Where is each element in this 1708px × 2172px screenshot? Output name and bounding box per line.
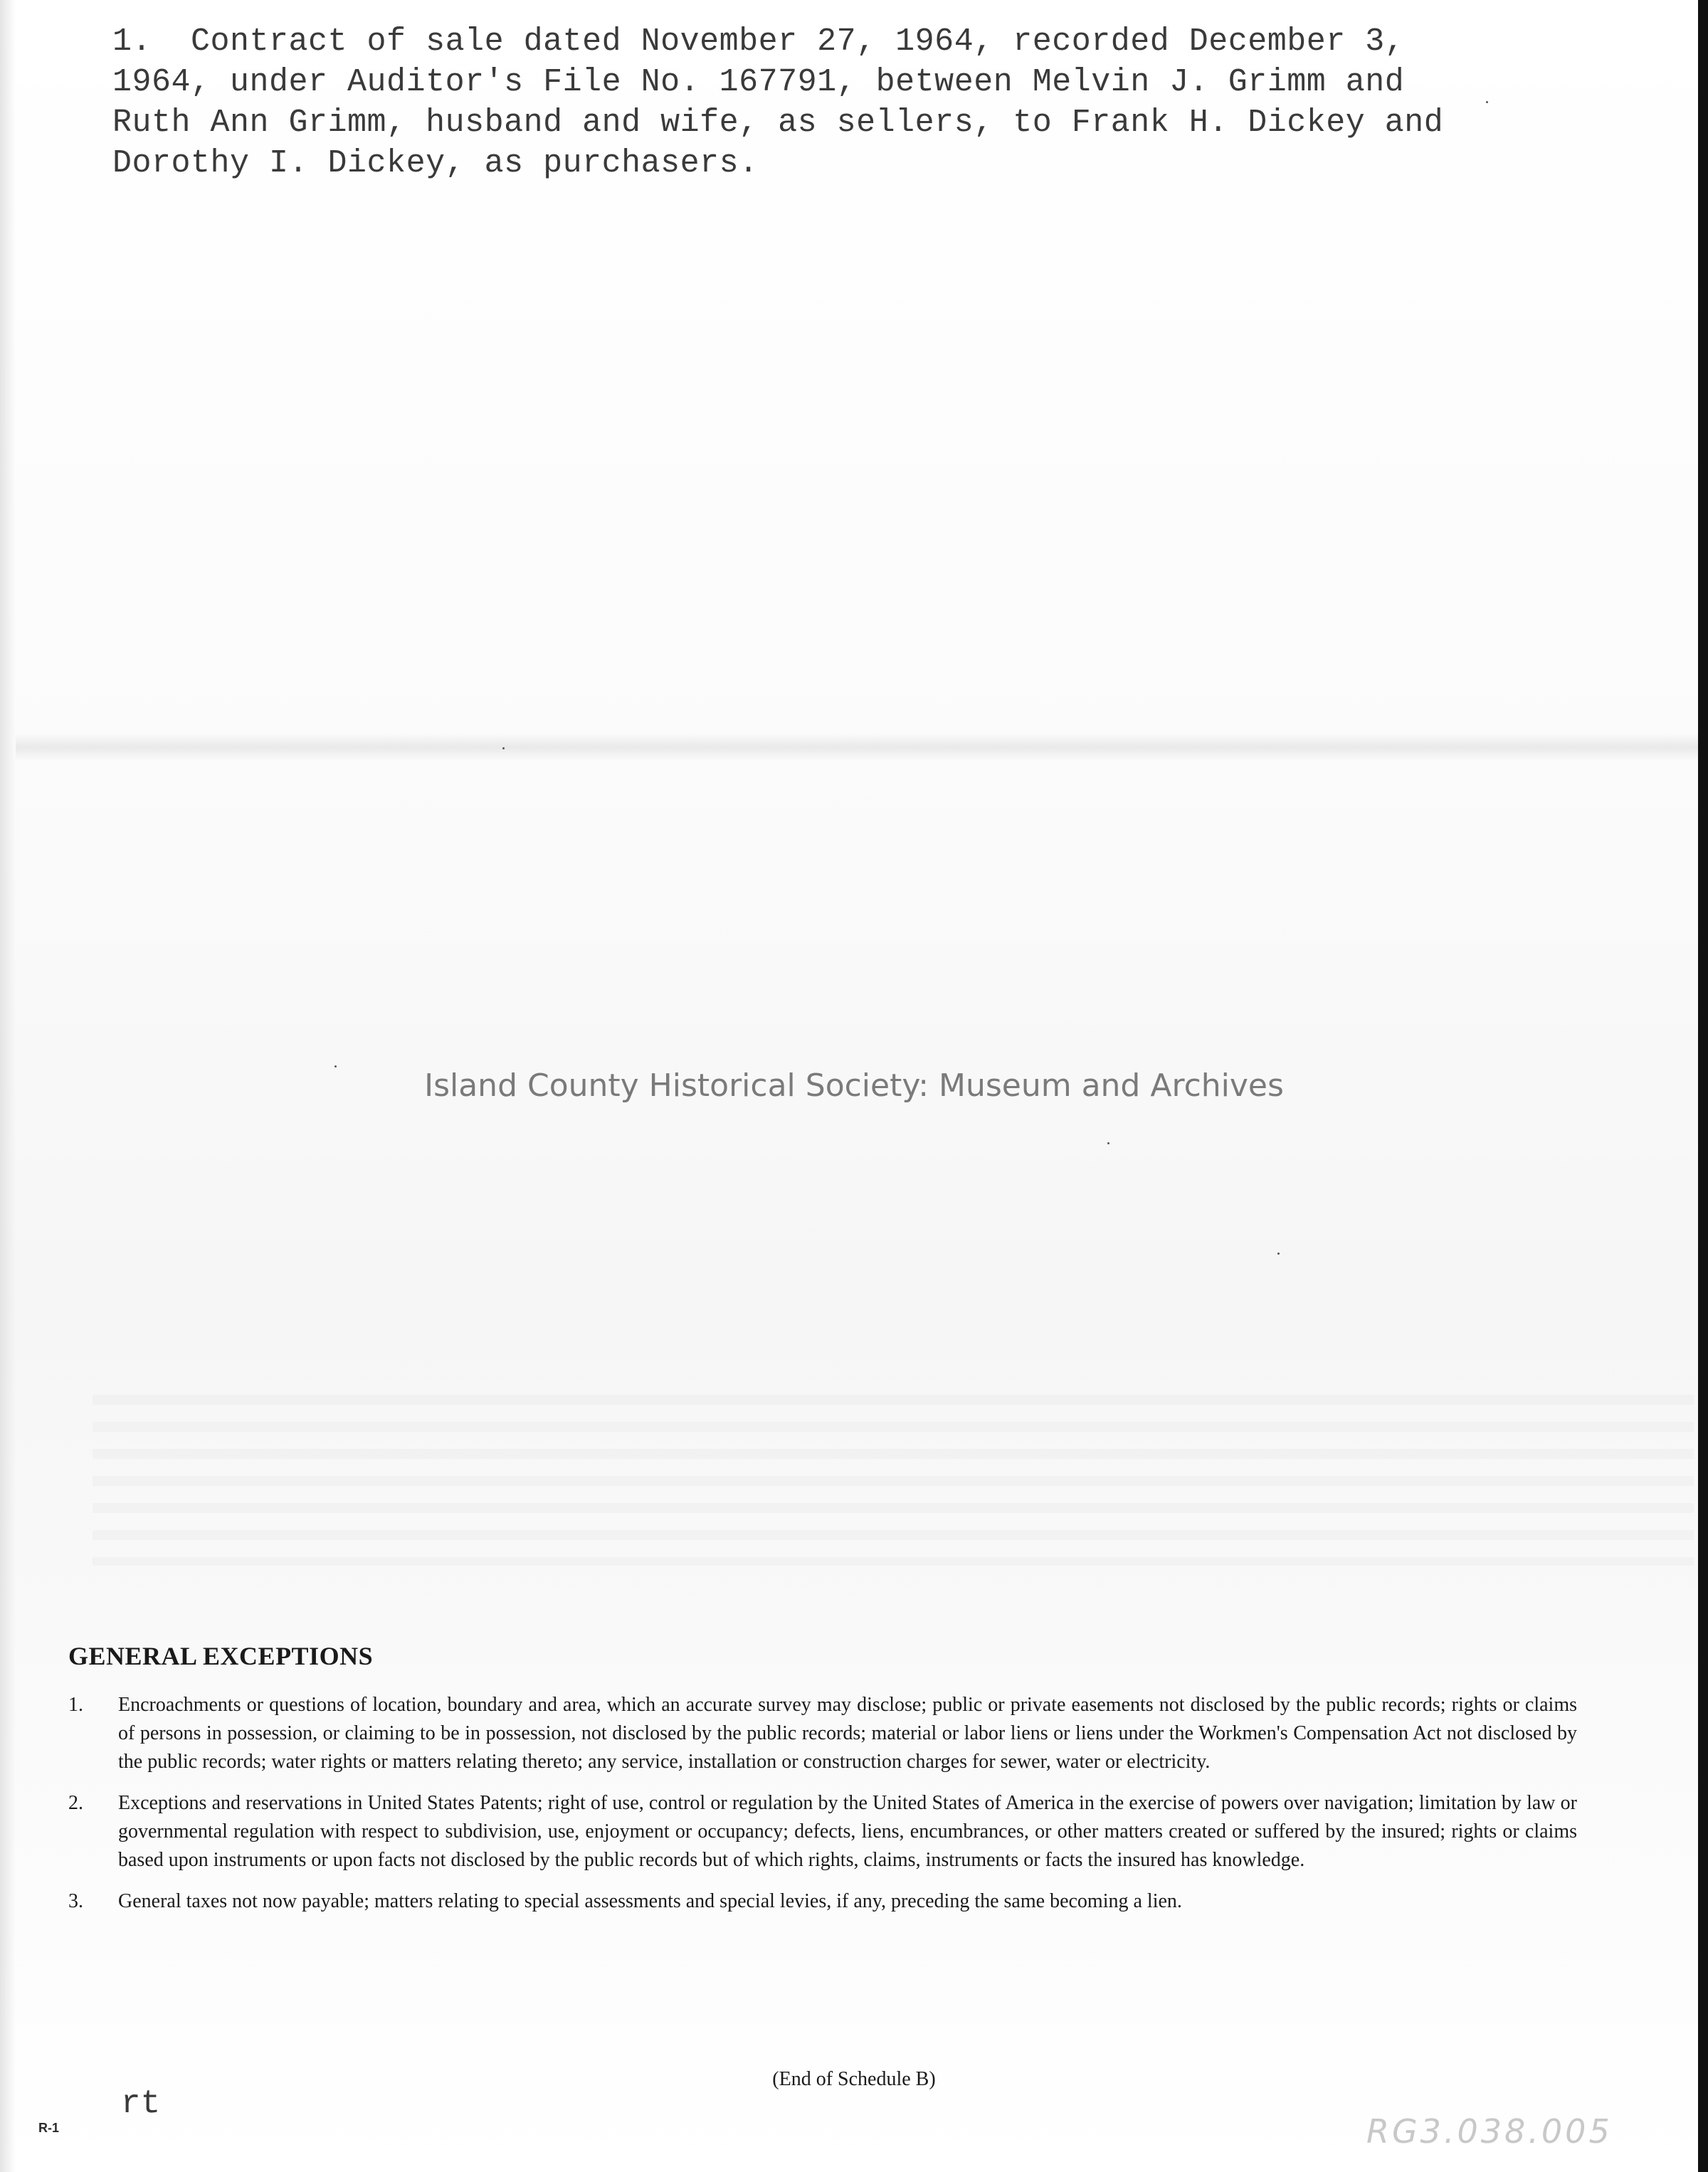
page-fold-line — [16, 733, 1698, 761]
scan-speck — [334, 1065, 337, 1067]
exception-item — [68, 1691, 1577, 1776]
exception-item — [68, 1789, 1577, 1875]
exception-number: 1. — [68, 1694, 83, 1716]
exception-number: 3. — [68, 1890, 83, 1912]
typed-line: 1964, under Auditor's File No. 167791, between Melvin J. Grimm and — [112, 64, 1405, 100]
scan-speck — [1486, 101, 1488, 103]
archive-watermark: Island County Historical Society: Museum and Archives — [424, 1067, 1284, 1104]
reverse-side-bleed-through — [93, 1395, 1694, 1566]
section-heading: GENERAL EXCEPTIONS — [68, 1642, 374, 1670]
exception-text: Encroachments or questions of location, boundary and area, which an accurate survey may disclose; public or private easements not disclosed by the public records; rights or claims of persons in possession, or claiming to be in possession, not disclosed by the public records; material or labor liens or liens under the Workmen's Compensation Act not disclosed by the public records; water rights or matters relating thereto; any service, installation or construction charges for sewer, water or electricity. — [118, 1694, 1577, 1773]
end-of-schedule-note: (End of Schedule B) — [772, 2068, 936, 2090]
exception-text: General taxes not now payable; matters relating to special assessments and special levies, if any, preceding the same becoming a lien. — [118, 1890, 1182, 1912]
accession-number: RG3.038.005 — [1366, 2112, 1613, 2151]
typist-initials: rt — [121, 2085, 161, 2122]
exception-number: 2. — [68, 1792, 83, 1814]
scan-speck — [1107, 1142, 1109, 1144]
scan-speck — [502, 747, 505, 749]
typed-line: Ruth Ann Grimm, husband and wife, as sellers, to Frank H. Dickey and — [112, 105, 1444, 141]
exception-text: Exceptions and reservations in United States Patents; right of use, control or regulation by the United States of America in the exercise of powers over navigation; limitation by law or governmental regulation with respect to subdivision, use, enjoyment or occupancy; defects, liens, encumbrances, or other matters created or suffered by the insured; rights or claims based upon instruments or upon facts not disclosed by the public records but of which rights, claims, instruments or facts the insured has knowledge. — [118, 1792, 1577, 1871]
typed-line: 1. Contract of sale dated November 27, 1964, recorded December 3, — [112, 23, 1405, 60]
typed-contract-entry — [112, 21, 1536, 184]
exception-item — [68, 1887, 1577, 1916]
scan-speck — [1277, 1253, 1280, 1255]
general-exceptions-section — [68, 1641, 1577, 1929]
typed-line: Dorothy I. Dickey, as purchasers. — [112, 145, 759, 181]
form-code: R-1 — [38, 2121, 60, 2135]
